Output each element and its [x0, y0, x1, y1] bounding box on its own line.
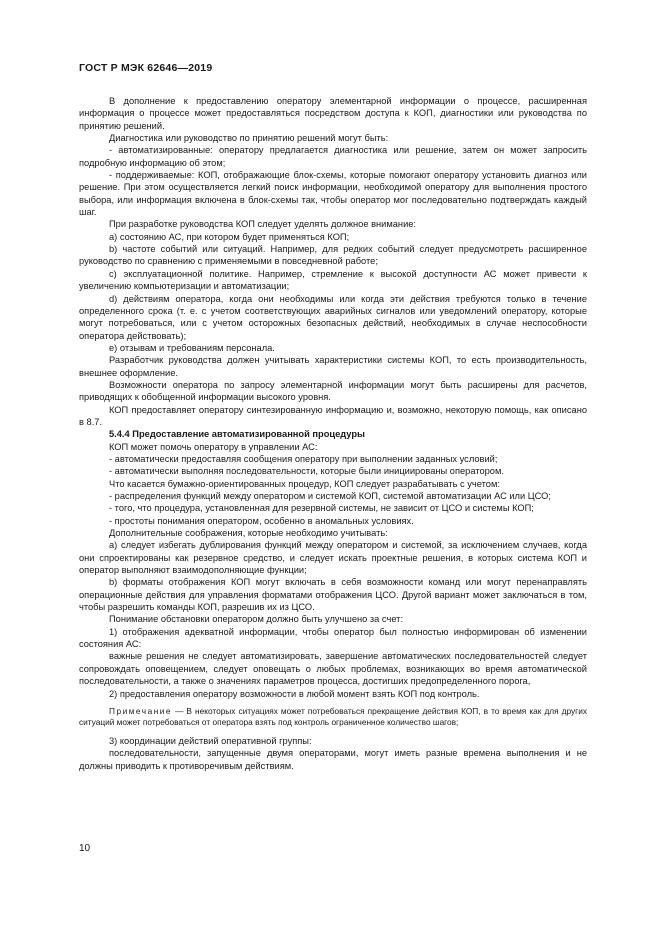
page-number: 10	[79, 843, 91, 854]
list-item: - автоматизированные: оператору предлагается диагностика или решение, затем он может запросить подробную информацию об этом;	[79, 145, 587, 168]
paragraph: Разработчик руководства должен учитывать характеристики системы КОП, то есть производительность, внешнее оформление.	[79, 355, 587, 378]
list-item: 2) предоставления оператору возможности в любой момент взять КОП под контроль.	[109, 688, 480, 699]
paragraph: В дополнение к предоставлению оператору элементарной информации о процессе, расширенная информация о процессе может предоставляться посредством доступа к КОП, диагностики или руководства по принятию решений.	[79, 96, 587, 131]
note-text: — В некоторых ситуациях может потребоваться прекращение действия КОП, в то время как для других ситуаций может потребоваться от оператора взять под контроль ограниченное количество шагов;	[79, 705, 587, 728]
paragraph: При разработке руководства КОП следует уделять должное внимание:	[109, 219, 417, 230]
list-item: - поддерживаемые: КОП, отображающие блок-схемы, которые помогают оператору установить диагноз или решение. При этом осуществляется легкий поиск информации, необходимой оператору для выполнения простого выбора, или информация включена в блок-схемы так, чтобы оператор мог последовательно подтверждать каждый шаг.	[79, 170, 587, 218]
list-item: - автоматически выполняя последовательности, которые были инициированы оператором.	[109, 466, 504, 477]
document-body	[79, 95, 587, 772]
list-item: - простоты понимания оператором, особенно в аномальных условиях.	[109, 515, 414, 526]
list-item: а) состоянию АС, при котором будет применяться КОП;	[109, 231, 350, 242]
list-item: а) следует избегать дублирования функций между оператором и системой, за исключением случаев, когда они спроектированы как резервное средство, и следует искать проектные решения, в которых система КОП и оператор выполняют взаимодополняющие функции;	[79, 540, 587, 576]
paragraph: последовательности, запущенные двумя операторами, могут иметь разные времена выполнения и не должны приводить к противоречивым действиям.	[79, 748, 587, 771]
paragraph: КОП может помочь оператору в управлении АС:	[109, 441, 318, 452]
section-number: 5.4.4	[109, 429, 130, 440]
paragraph: Диагностика или руководство по принятию решений могут быть:	[109, 133, 389, 144]
list-item: 1) отображения адекватной информации, чтобы оператор был полностью информирован об изменении состояния АС:	[79, 626, 587, 650]
list-item: - автоматически предоставляя сообщения оператору при выполнении заданных условий;	[109, 453, 498, 464]
paragraph: важные решения не следует автоматизировать, завершение автоматических последовательностей следует сопровождать оповещением, следует оповещать о любых проблемах, возникающих во время автоматической последовательности, а также о значениях параметров процесса, достигших предопределенного порога,	[79, 651, 587, 687]
paragraph: КОП предоставляет оператору синтезированную информацию и, возможно, некоторую помощь, как описано в 8.7.	[79, 404, 587, 427]
note	[79, 706, 587, 729]
list-item: b) частоте событий или ситуаций. Например, для редких событий следует предусмотреть расширенное руководство по сравнению с применяемыми в повседневной работе;	[79, 244, 587, 267]
paragraph: Что касается бумажно-ориентированных процедур, КОП следует разрабатывать с учетом:	[109, 478, 500, 489]
paragraph: Понимание обстановки оператором должно быть улучшено за счет:	[109, 614, 404, 625]
list-item: b) форматы отображения КОП могут включать в себя возможности команд или могут перенаправлять операционные действия для управления форматами отображения ЦСО. Другой вариант может заключаться в том, чтобы разрешить команды КОП, разрешив их из ЦСО.	[79, 577, 587, 613]
section-heading	[79, 428, 587, 440]
list-item: 3) координации действий оперативной группы:	[109, 736, 312, 747]
list-item: d) действиям оператора, когда они необходимы или когда эти действия требуются только в течение определенного срока (т. е. с учетом соответствующих аварийных сигналов или уведомлений оператору, которые могут потребоваться, или с учетом осторожных безопасных действий, необходимых в случае неспособности оператора действовать);	[79, 293, 587, 341]
document-header: ГОСТ Р МЭК 62646—2019	[79, 62, 213, 74]
list-item: е) отзывам и требованиям персонала.	[109, 342, 275, 353]
paragraph: Дополнительные соображения, которые необходимо учитывать:	[109, 528, 388, 539]
list-item: - того, что процедура, установленная для резервной системы, не зависит от ЦСО и системы КОП;	[109, 503, 534, 514]
paragraph: Возможности оператора по запросу элементарной информации могут быть расширены для расчетов, приводящих к обобщенной информации высокого уровня.	[79, 379, 587, 403]
list-item: - распределения функций между оператором и системой КОП, системой автоматизации АС или ЦСО;	[109, 491, 551, 501]
list-item: с) эксплуатационной политике. Например, стремление к высокой доступности АС может привести к увеличению компьютеризации и автоматизации;	[79, 268, 587, 292]
note-label: Примечание	[109, 705, 173, 716]
section-title: Предоставление автоматизированной процедуры	[132, 429, 365, 440]
